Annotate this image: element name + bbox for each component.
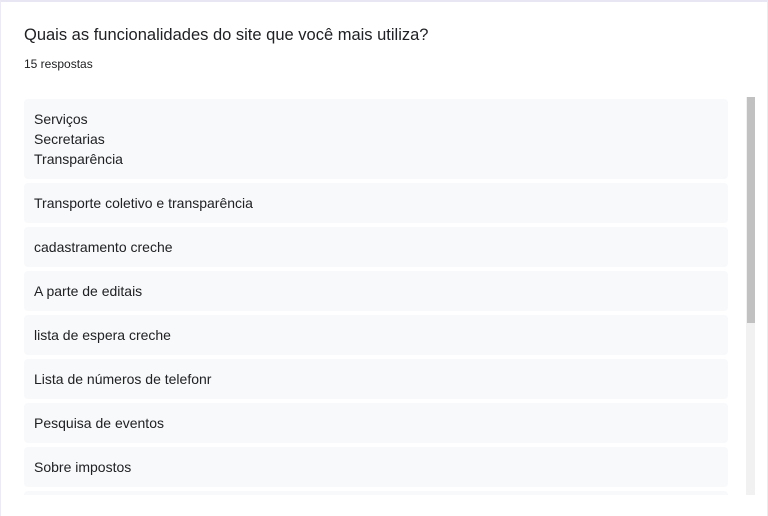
- list-item: cadastramento creche: [24, 227, 728, 267]
- list-item: Pesquisa de eventos: [24, 403, 728, 443]
- list-item-partial: [24, 491, 728, 495]
- list-item: Lista de números de telefonr: [24, 359, 728, 399]
- responses-list[interactable]: [24, 99, 728, 495]
- list-item: Transporte coletivo e transparência: [24, 183, 728, 223]
- list-item: Sobre impostos: [24, 447, 728, 487]
- response-count: 15 respostas: [24, 57, 93, 71]
- list-item: lista de espera creche: [24, 315, 728, 355]
- scrollbar-thumb[interactable]: [747, 97, 755, 323]
- list-item: Serviços Secretarias Transparência: [24, 99, 728, 179]
- list-item: A parte de editais: [24, 271, 728, 311]
- question-title: Quais as funcionalidades do site que você mais utiliza?: [24, 26, 429, 44]
